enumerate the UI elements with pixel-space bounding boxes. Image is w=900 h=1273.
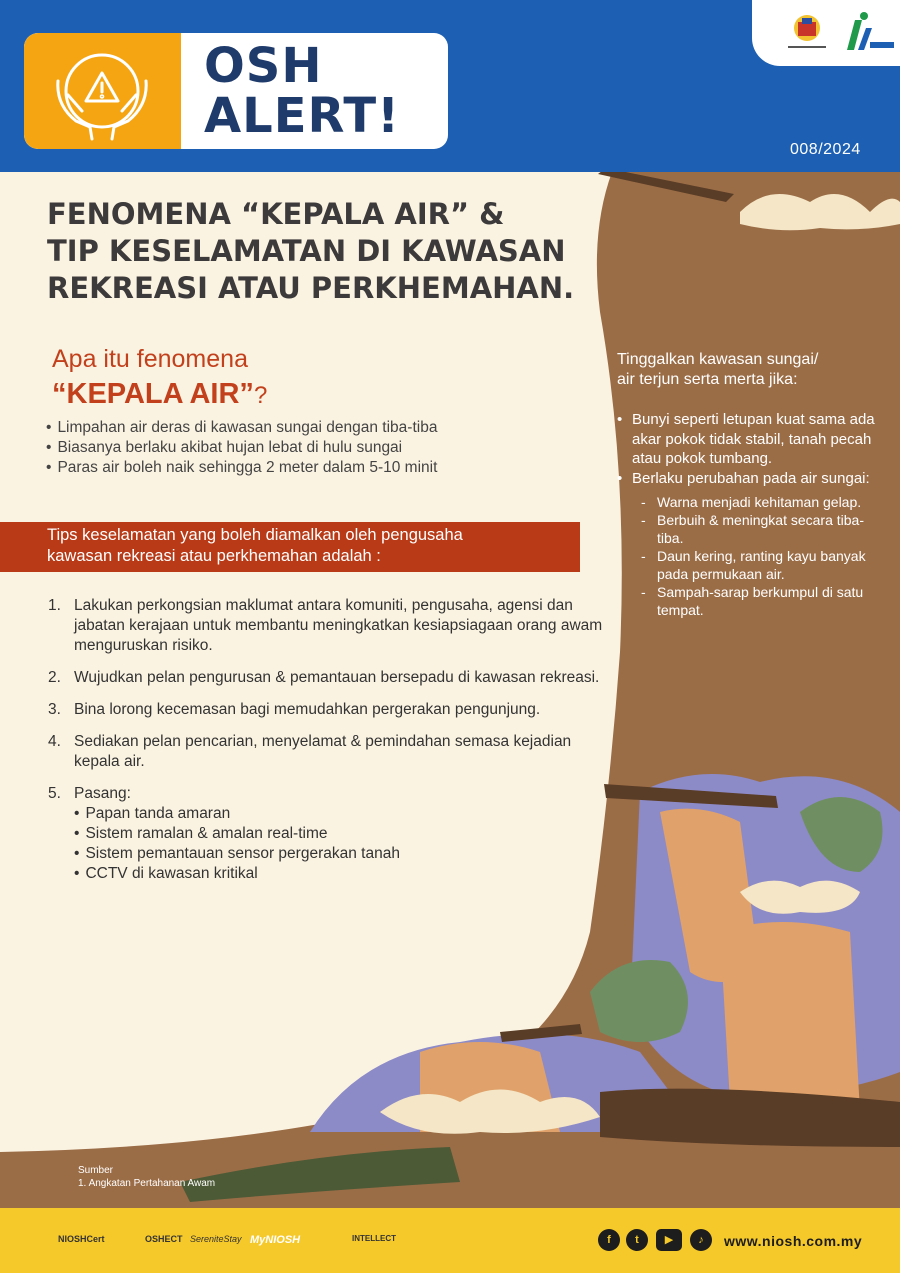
- list-item: • Limpahan air deras di kawasan sungai dengan tiba-tiba: [46, 418, 437, 438]
- ministry-logos: [752, 0, 900, 66]
- list-item: [48, 596, 608, 656]
- warning-heading-line2: air terjun serta merta jika:: [617, 371, 798, 388]
- list-item: - Warna menjadi kehitaman gelap.: [641, 493, 882, 511]
- list-item: [617, 469, 882, 620]
- alert-title-line2: ALERT!: [204, 88, 400, 144]
- issue-number: 008/2024: [790, 141, 861, 158]
- facebook-icon[interactable]: f: [598, 1229, 620, 1251]
- partner-logo-intellect: INTELLECT: [352, 1234, 396, 1243]
- list-item: • Biasanya berlaku akibat hujan lebat di hulu sungai: [46, 438, 437, 458]
- list-item: • CCTV di kawasan kritikal: [74, 864, 608, 884]
- partner-logo-nioshcert: NIOSHCert: [58, 1234, 105, 1244]
- list-item: • Papan tanda amaran: [74, 804, 608, 824]
- partner-logo-myniosh: MyNIOSH: [250, 1234, 301, 1246]
- list-item: • Paras air boleh naik sehingga 2 meter dalam 5-10 minit: [46, 458, 437, 478]
- list-item: • Sistem pemantauan sensor pergerakan tanah: [74, 844, 608, 864]
- install-list: [74, 804, 608, 884]
- item-text: Bina lorong kecemasan bagi memudahkan pergerakan pengunjung.: [74, 701, 541, 718]
- niosh-logo-icon: [847, 12, 894, 50]
- list-item: - Berbuih & meningkat secara tiba-tiba.: [641, 511, 882, 547]
- tips-list: [48, 596, 608, 896]
- warning-heading-line1: Tinggalkan kawasan sungai/: [617, 351, 819, 368]
- definition-question-mark: ?: [253, 382, 268, 409]
- alert-title-line1: OSH: [204, 38, 323, 94]
- item-text: Pasang:: [74, 785, 131, 802]
- water-change-list: [641, 493, 882, 619]
- youtube-icon[interactable]: ▶: [656, 1229, 682, 1251]
- list-item: [48, 784, 608, 884]
- partner-logo-serenitestay: SereniteStay: [190, 1234, 242, 1244]
- tips-heading-line2: kawasan rekreasi atau perkhemahan adalah :: [47, 547, 381, 565]
- warning-heading: [617, 350, 900, 390]
- title-line2: TIP KESELAMATAN DI KAWASAN: [47, 234, 566, 268]
- osh-alert-badge: [24, 33, 448, 149]
- list-item: [48, 700, 608, 720]
- source-note: [78, 1164, 215, 1190]
- source-label: Sumber: [78, 1165, 114, 1176]
- twitter-icon[interactable]: t: [626, 1229, 648, 1251]
- item-number: 5.: [48, 785, 61, 802]
- list-item: [48, 668, 608, 688]
- item-number: 1.: [48, 597, 61, 614]
- title-line3: REKREASI ATAU PERKHEMAHAN.: [47, 271, 575, 305]
- definition-list: [46, 418, 437, 478]
- item-number: 4.: [48, 733, 61, 750]
- source-item: 1. Angkatan Pertahanan Awam: [78, 1178, 216, 1189]
- item-text: Berlaku perubahan pada air sungai:: [632, 469, 870, 487]
- list-item: - Daun kering, ranting kayu banyak pada permukaan air.: [641, 547, 882, 583]
- list-item: • Bunyi seperti letupan kuat sama ada akar pokok tidak stabil, tanah pecah atau pokok tumbang.: [617, 410, 882, 469]
- item-text: Lakukan perkongsian maklumat antara komuniti, pengusaha, agensi dan jabatan kerajaan untuk membantu meningkatkan kesiapsiagaan orang awam menguruskan risiko.: [74, 597, 603, 654]
- warning-list: [617, 410, 882, 619]
- item-text: Wujudkan pelan pengurusan & pemantauan bersepadu di kawasan rekreasi.: [74, 669, 600, 686]
- item-text: Sediakan pelan pencarian, menyelamat & pemindahan semasa kejadian kepala air.: [74, 733, 572, 770]
- partner-logo-oshect: OSHECT: [145, 1234, 183, 1244]
- tips-heading-line1: Tips keselamatan yang boleh diamalkan oleh pengusaha: [47, 526, 463, 544]
- item-number: 2.: [48, 669, 61, 686]
- definition-term: [52, 378, 267, 411]
- hands-alert-icon: [24, 33, 181, 149]
- definition-term-text: “KEPALA AIR”: [52, 378, 254, 410]
- item-number: 3.: [48, 701, 61, 718]
- tips-heading-bar: [0, 522, 580, 572]
- title-line1: FENOMENA “KEPALA AIR” &: [47, 197, 505, 231]
- definition-question: Apa itu fenomena: [52, 345, 248, 373]
- list-item: • Sistem ramalan & amalan real-time: [74, 824, 608, 844]
- main-title: [47, 196, 607, 307]
- tiktok-icon[interactable]: ♪: [690, 1229, 712, 1251]
- list-item: [48, 732, 608, 772]
- ministry-crest-icon: [788, 15, 826, 48]
- list-item: - Sampah-sarap berkumpul di satu tempat.: [641, 583, 882, 619]
- website-link[interactable]: www.niosh.com.my: [724, 1233, 863, 1249]
